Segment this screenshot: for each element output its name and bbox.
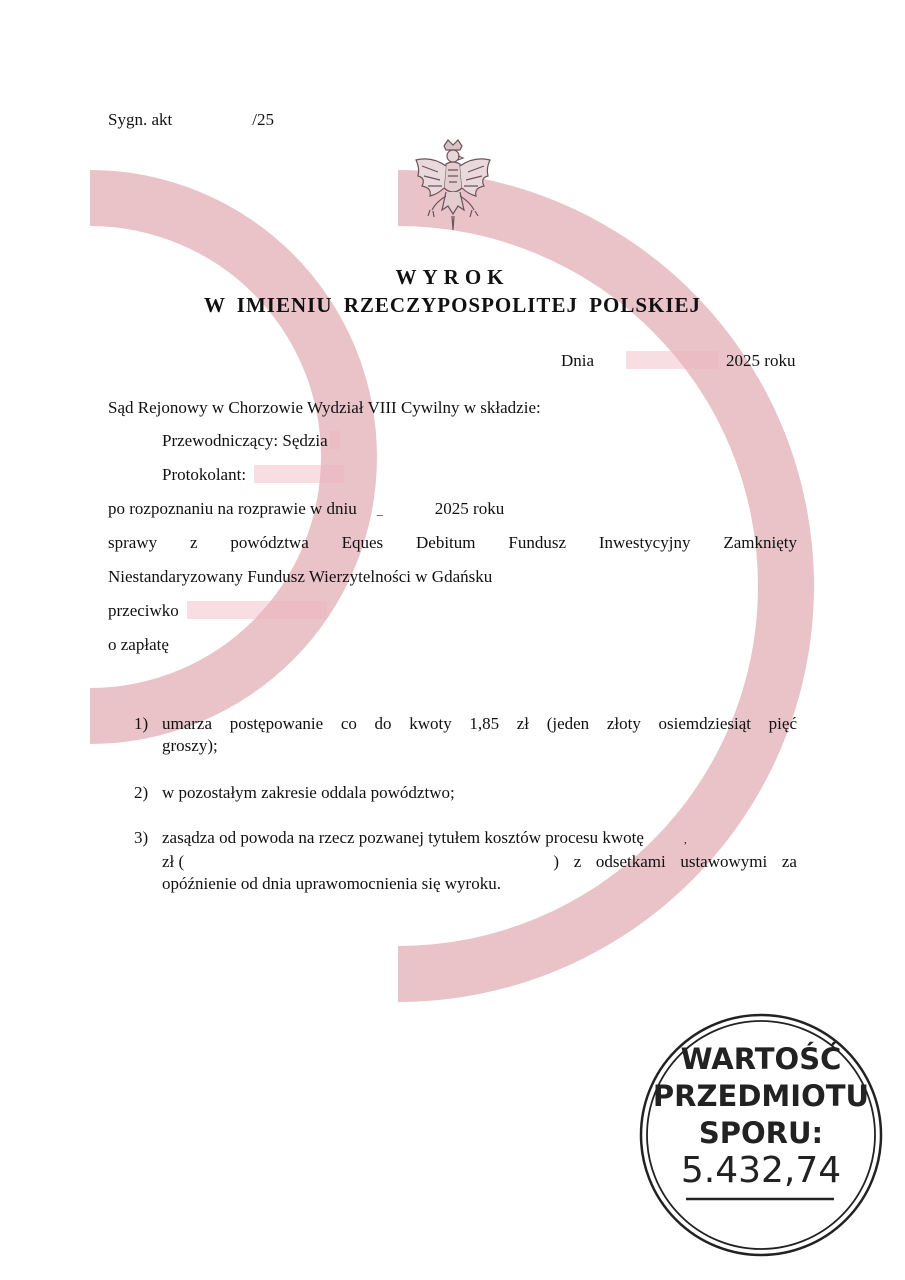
case-description-line1	[108, 532, 797, 554]
stamp-line1: WARTOŚĆ	[680, 1042, 842, 1076]
ruling-number-2: 2)	[134, 783, 149, 802]
case-subject: o zapłatę	[108, 635, 169, 654]
case-word: z	[189, 533, 198, 552]
ruling-3-line1	[162, 827, 797, 851]
case-signature-label: Sygn. akt	[108, 110, 173, 129]
ruling-3-line1-mark: ,	[683, 834, 687, 846]
ruling-word: odsetkami	[595, 852, 666, 871]
presiding-judge	[162, 430, 340, 452]
ruling-1-line1	[162, 713, 797, 735]
case-signature-suffix: /25	[252, 110, 274, 129]
redacted-clerk-name	[254, 465, 344, 483]
ruling-1	[162, 713, 797, 757]
ruling-word: (jeden	[546, 714, 590, 733]
ruling-3	[162, 827, 797, 895]
case-word: sprawy	[108, 533, 158, 552]
date-suffix: 2025 roku	[726, 351, 796, 370]
ruling-word: kwoty	[409, 714, 452, 733]
ruling-3-line2	[162, 851, 797, 873]
ruling-word: ustawowymi	[680, 852, 768, 871]
defendant-label: przeciwko	[108, 601, 179, 620]
ruling-number-1: 1)	[134, 714, 149, 733]
hearing-suffix: 2025 roku	[434, 499, 505, 518]
case-word: Fundusz	[508, 533, 566, 552]
case-word: powództwa	[230, 533, 309, 552]
ruling-word: za	[781, 852, 797, 871]
court-clerk-label: Protokolant:	[162, 465, 247, 484]
ruling-number-3: 3)	[134, 828, 149, 847]
date-prefix: Dnia	[561, 351, 595, 370]
ruling-word: 1,85	[469, 714, 500, 733]
case-word: Inwestycyjny	[598, 533, 691, 552]
case-signature	[108, 109, 274, 131]
ruling-word: zł	[516, 714, 530, 733]
ruling-1-line2: groszy);	[162, 736, 218, 755]
case-word: Zamknięty	[723, 533, 797, 552]
court-composition: Sąd Rejonowy w Chorzowie Wydział VIII Cywilny w składzie:	[108, 398, 541, 417]
ruling-word: umarza	[162, 714, 213, 733]
ruling-3-line3: opóźnienie od dnia uprawomocnienia się wyroku.	[162, 874, 501, 893]
hearing-date	[108, 498, 504, 521]
ruling-word: do	[374, 714, 392, 733]
court-clerk	[162, 464, 344, 486]
hearing-separator: _	[376, 503, 383, 517]
ruling-word: co	[340, 714, 357, 733]
dispute-value-stamp	[638, 1012, 884, 1258]
judgment-subtitle: W IMIENIU RZECZYPOSPOLITEJ POLSKIEJ	[203, 293, 702, 317]
redacted-defendant-name	[187, 601, 327, 619]
ruling-word: złoty	[606, 714, 641, 733]
stamp-line2: PRZEDMIOTU	[652, 1079, 870, 1113]
ruling-word: )	[553, 852, 560, 871]
ruling-3-line1-text: zasądza od powoda na rzecz pozwanej tytułem kosztów procesu kwotę	[162, 828, 644, 847]
case-word: Debitum	[416, 533, 476, 552]
ruling-word: pięć	[768, 714, 797, 733]
redacted-date	[626, 351, 718, 369]
ruling-word: osiemdziesiąt	[658, 714, 752, 733]
polish-eagle-emblem-icon	[408, 136, 498, 234]
judgment-title: WYROK	[395, 265, 510, 289]
stamp-value: 5.432,74	[680, 1150, 842, 1191]
ruling-3-line2-start: zł (	[162, 852, 185, 871]
redacted-judge-name	[330, 431, 340, 449]
case-description-line2: Niestandaryzowany Fundusz Wierzytelności w Gdańsku	[108, 567, 493, 586]
hearing-prefix: po rozpoznaniu na rozprawie w dniu	[108, 499, 357, 518]
case-word: Eques	[341, 533, 384, 552]
ruling-2: w pozostałym zakresie oddala powództwo;	[162, 783, 455, 802]
ruling-word: z	[573, 852, 582, 871]
judgment-date	[561, 350, 795, 372]
stamp-line3: SPORU:	[698, 1116, 824, 1150]
defendant	[108, 600, 327, 622]
presiding-judge-label: Przewodniczący: Sędzia	[162, 431, 328, 450]
ruling-word: postępowanie	[229, 714, 324, 733]
